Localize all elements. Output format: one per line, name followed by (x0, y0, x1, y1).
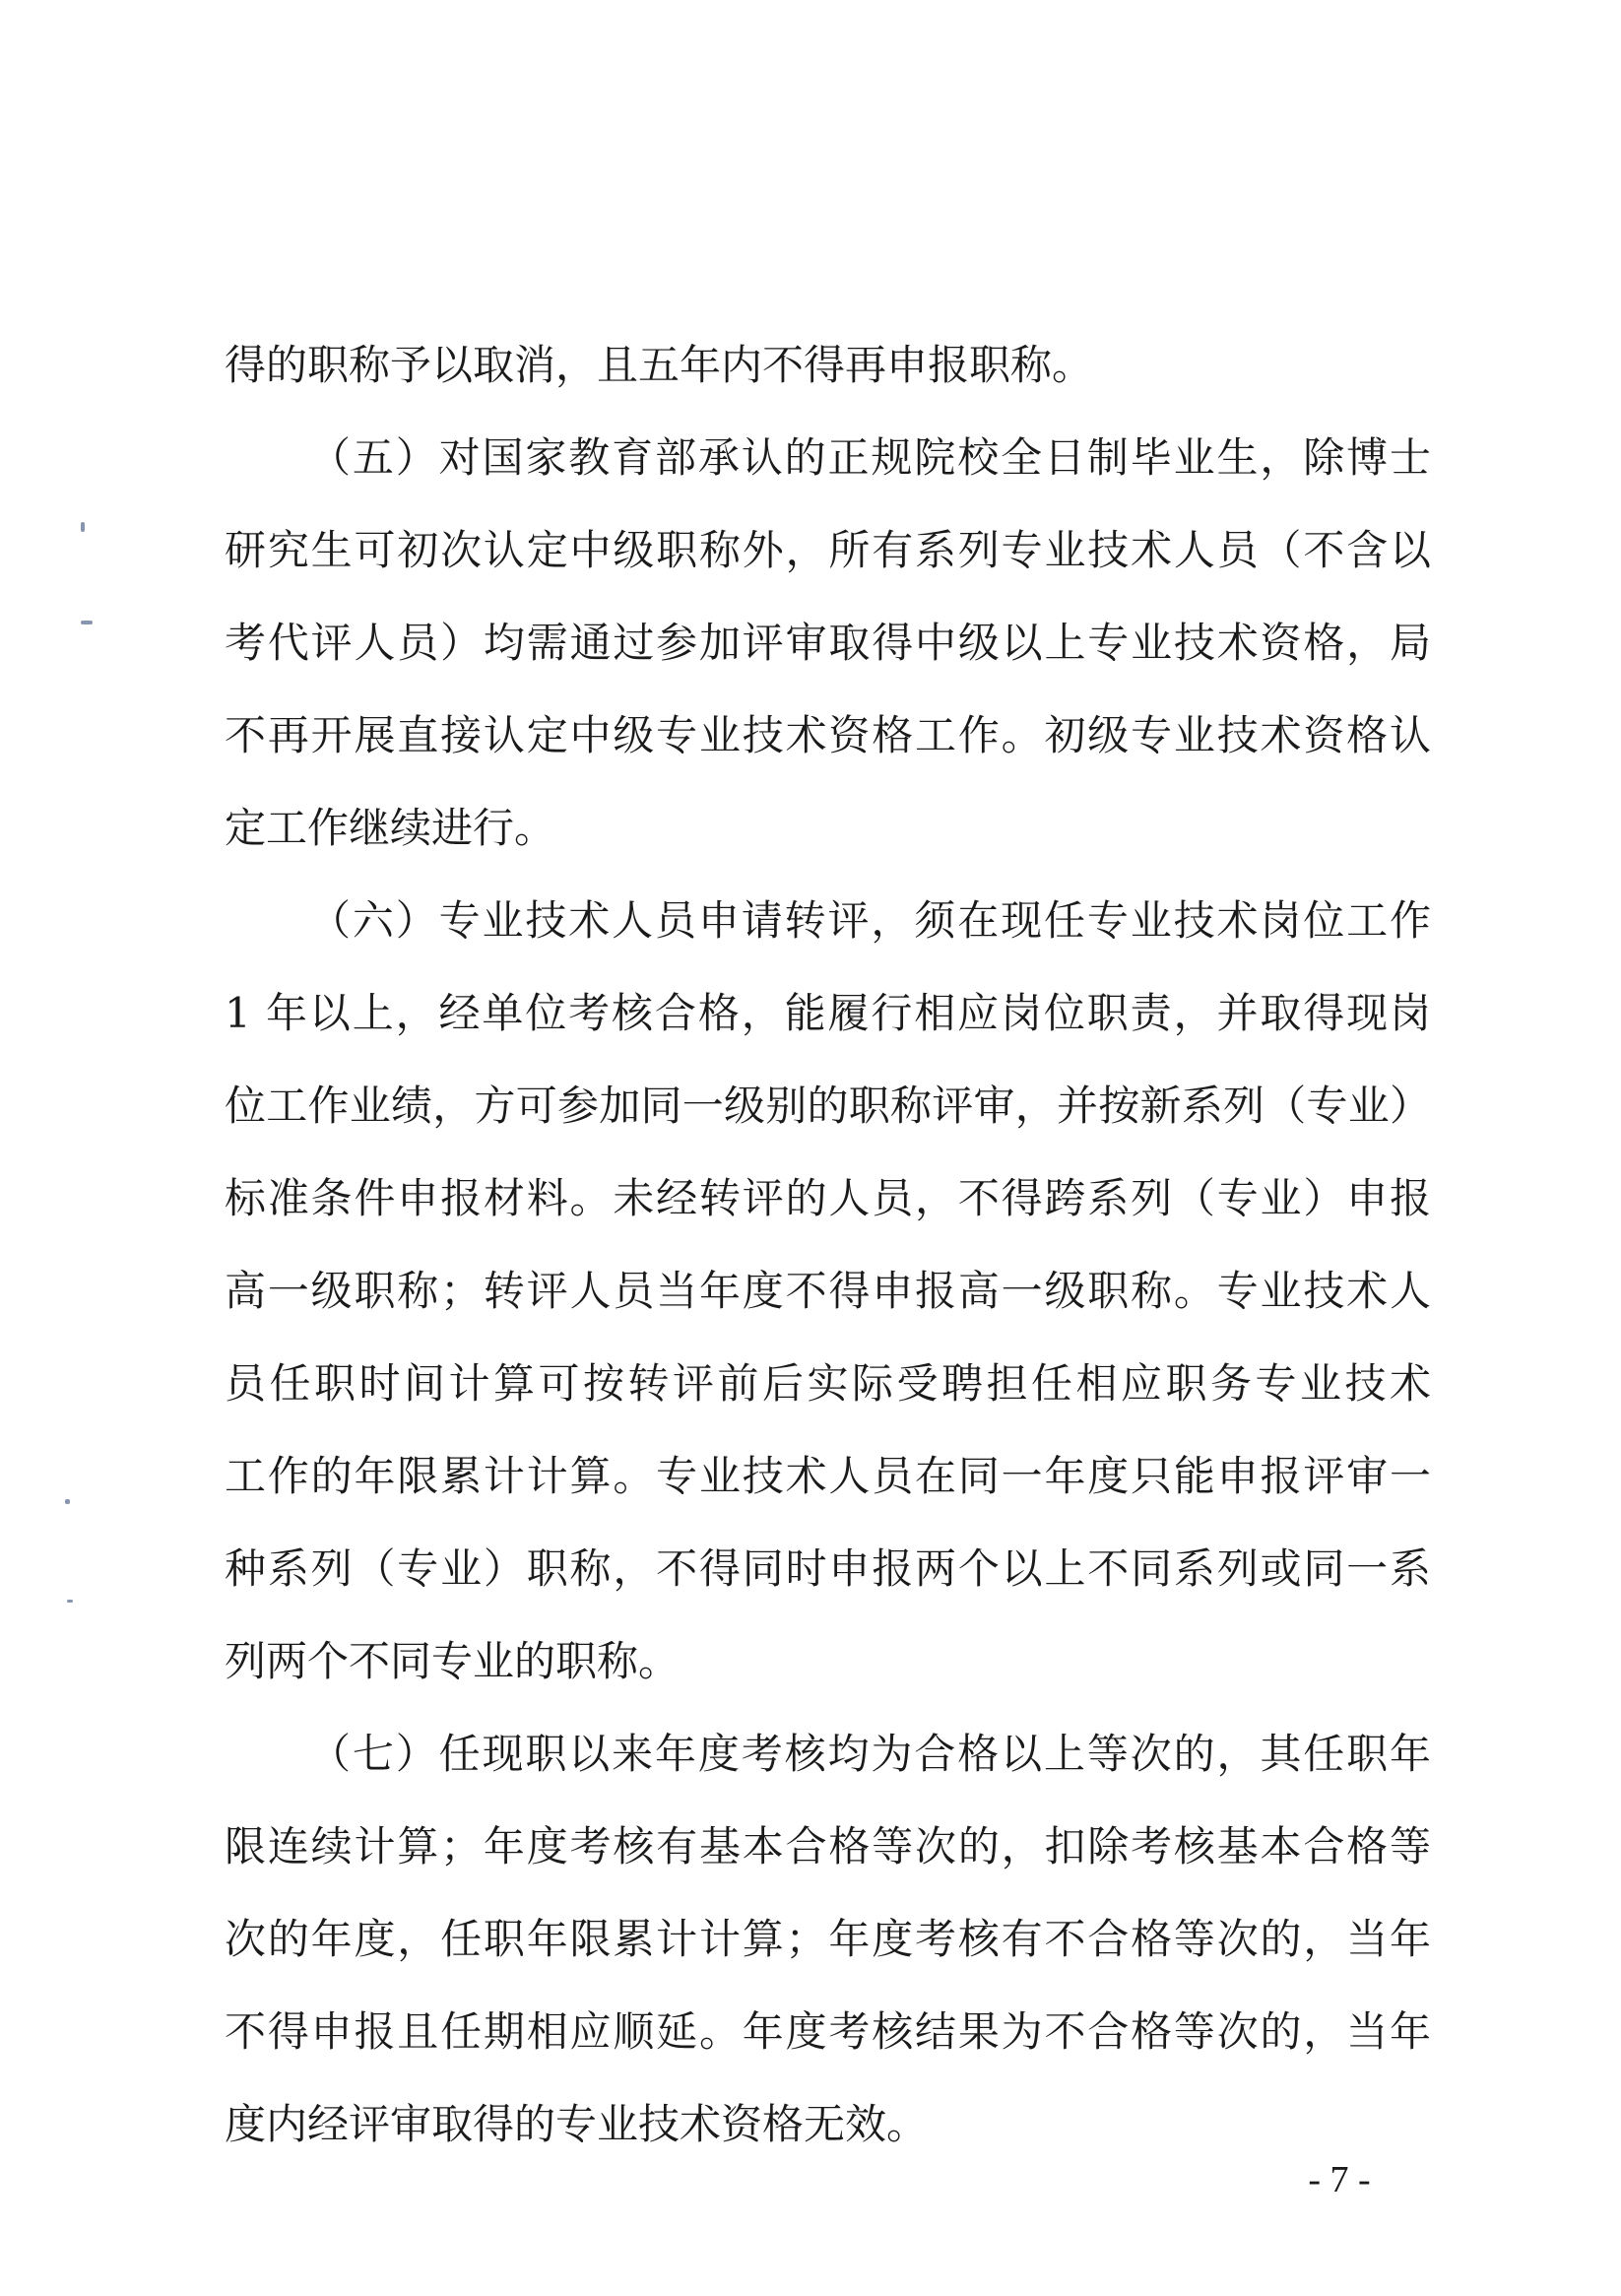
text-line: 种系列（专业）职称，不得同时申报两个以上不同系列或同一系 (225, 1544, 1431, 1593)
text-line: 高一级职称；转评人员当年度不得申报高一级职称。专业技术人 (225, 1267, 1431, 1315)
text-line: 研究生可初次认定中级职称外，所有系列专业技术人员（不含以 (225, 526, 1431, 574)
text-line: 度内经评审取得的专业技术资格无效。 (225, 2100, 929, 2148)
text-line: 得的职称予以取消，且五年内不得再申报职称。 (225, 341, 1094, 389)
text-line: 定工作继续进行。 (225, 804, 556, 852)
text-line: （六）专业技术人员申请转评，须在现任专业技术岗位工作 (309, 896, 1431, 945)
text-line: 1 年以上，经单位考核合格，能履行相应岗位职责，并取得现岗 (225, 989, 1431, 1037)
text-line: 员任职时间计算可按转评前后实际受聘担任相应职务专业技术 (225, 1359, 1431, 1408)
text-line: 标准条件申报材料。未经转评的人员，不得跨系列（专业）申报 (225, 1174, 1431, 1222)
text-line: 位工作业绩，方可参加同一级别的职称评审，并按新系列（专业） (225, 1082, 1431, 1130)
text-line: （七）任现职以来年度考核均为合格以上等次的，其任职年 (309, 1730, 1431, 1778)
text-line: 列两个不同专业的职称。 (225, 1637, 681, 1685)
scan-mark (81, 621, 93, 624)
text-line: 限连续计算；年度考核有基本合格等次的，扣除考核基本合格等 (225, 1822, 1431, 1870)
page-number: - 7 - (1308, 2159, 1371, 2200)
text-line: （五）对国家教育部承认的正规院校全日制毕业生，除博士 (309, 433, 1431, 482)
text-line: 次的年度，任职年限累计计算；年度考核有不合格等次的，当年 (225, 1915, 1431, 1963)
text-line: 工作的年限累计计算。专业技术人员在同一年度只能申报评审一 (225, 1452, 1431, 1500)
text-line: 不得申报且任期相应顺延。年度考核结果为不合格等次的，当年 (225, 2007, 1431, 2056)
text-line: 考代评人员）均需通过参加评审取得中级以上专业技术资格，局 (225, 619, 1431, 667)
scan-mark (65, 1499, 70, 1504)
text-line: 不再开展直接认定中级专业技术资格工作。初级专业技术资格认 (225, 711, 1431, 759)
scan-mark (67, 1600, 73, 1603)
scan-mark (81, 522, 85, 532)
